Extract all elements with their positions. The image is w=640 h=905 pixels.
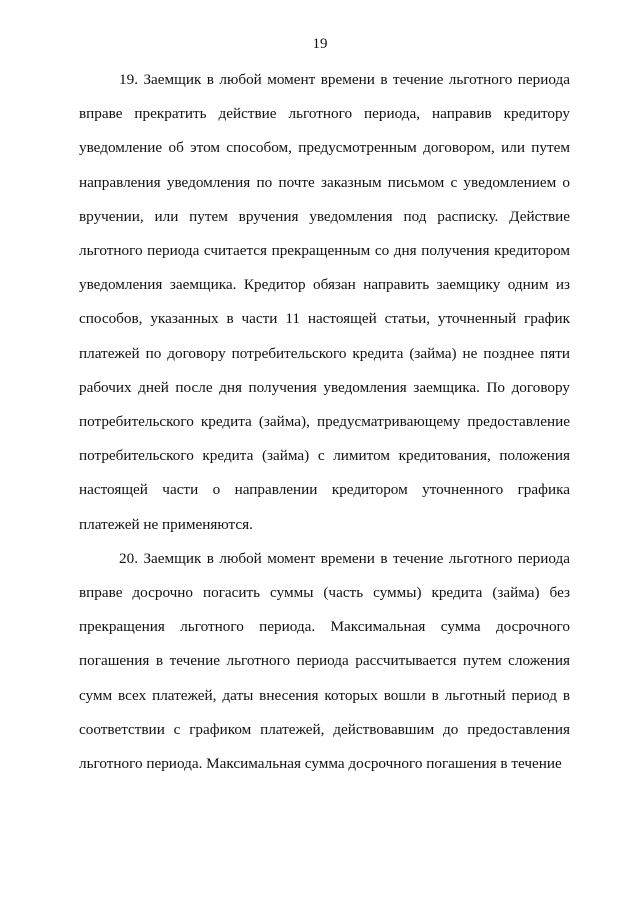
page-number: 19 xyxy=(312,36,328,52)
paragraph-20: 20. Заемщик в любой момент времени в течение льготного периода вправе досрочно погасить суммы (часть суммы) кредита (займа) без прекращения льготного периода. Максимальная сумма досрочного погашения в течение льготного периода рассчитывается путем сложения сумм всех платежей, даты внесения которых вошли в льготный период в соответствии с графиком платежей, действовавшим до предоставления льготного периода. Максимальная сумма досрочного погашения в течение xyxy=(79,549,570,773)
paragraph-19: 19. Заемщик в любой момент времени в течение льготного периода вправе прекратить действие льготного периода, направив кредитору уведомление об этом способом, предусмотренным договором, или путем направления уведомления по почте заказным письмом с уведомлением о вручении, или путем вручения уведомления под расписку. Действие льготного периода считается прекращенным со дня получения кредитором уведомления заемщика. Кредитор обязан направить заемщику одним из способов, указанных в части 11 настоящей статьи, уточненный график платежей по договору потребительского кредита (займа) не позднее пяти рабочих дней после дня получения уведомления заемщика. По договору потребительского кредита (займа), предусматривающему предоставление потребительского кредита (займа) с лимитом кредитования, положения настоящей части о направлении кредитором уточненного графика платежей не применяются. xyxy=(79,71,570,533)
document-body xyxy=(79,63,570,781)
